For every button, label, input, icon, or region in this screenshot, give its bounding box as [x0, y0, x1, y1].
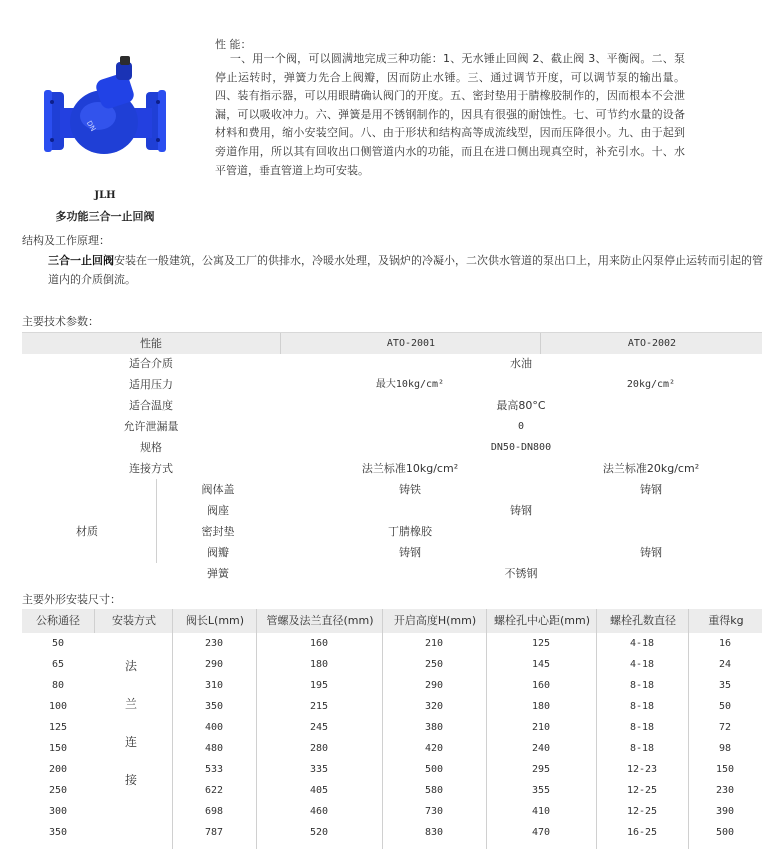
install-char: 法: [125, 659, 138, 673]
table-row: [22, 822, 762, 843]
dims-cell-flange: 180: [309, 659, 329, 670]
install-char: 连: [125, 735, 138, 749]
dims-cell-weight: 24: [718, 659, 732, 670]
dims-header-weight: 重得kg: [688, 609, 763, 633]
table-row: [22, 780, 762, 801]
dims-cell-bolt-center: 160: [531, 680, 551, 691]
dims-cell-bolt-center: 295: [531, 764, 551, 775]
dims-cell-nominal: 50: [51, 638, 65, 649]
dims-cell-nominal: 100: [48, 701, 68, 712]
table-row: [22, 759, 762, 780]
dims-cell-bolt-count: 16-25: [626, 827, 658, 838]
structure-text: 安装在一般建筑，公寓及工厂的供排水，冷暖水处理，及锅炉的冷凝小，二次供水管道的泵出口上，用来防止闪泵停止运转而引起的管道内的介质倒流。: [48, 254, 763, 286]
table-row: [22, 738, 762, 759]
dims-cell-length: 290: [204, 659, 224, 670]
dims-cell-height: 500: [424, 764, 444, 775]
dims-header-bolt-center: 螺栓孔中心距(mm): [486, 609, 597, 633]
dims-cell-weight: 230: [715, 785, 735, 796]
dims-cell-flange: 335: [309, 764, 329, 775]
svg-text:DN: DN: [84, 119, 98, 133]
dims-cell-bolt-count: 12-25: [626, 785, 658, 796]
spec-value: 0: [517, 421, 525, 432]
dims-cell-nominal: 125: [48, 722, 68, 733]
spec-row-leakage: [22, 416, 762, 437]
structure-bold-term: 三合一止回阀: [48, 254, 114, 267]
dims-cell-flange: 245: [309, 722, 329, 733]
table-row: [22, 633, 762, 654]
spec-row-seat: [22, 500, 762, 521]
spec-value: DN50-DN800: [490, 442, 552, 453]
dims-cell-bolt-center: 180: [531, 701, 551, 712]
dims-header-row: [22, 609, 762, 633]
dims-header-bolt-count: 螺栓孔数直径: [596, 609, 689, 633]
spec-header-model-b: ATO-2002: [540, 333, 763, 354]
dims-cell-length: 350: [204, 701, 224, 712]
dims-cell-flange: 280: [309, 743, 329, 754]
dims-table: [22, 609, 762, 849]
performance-text: 一、用一个阀，可以圆满地完成三种功能：1、无水锤止回阀 2、截止阀 3、平衡阀。二、泵停止运转时，弹簧力先合上阀瓣，因而防止水锤。三、通过调节开度，可以调节泵的输出量。四、装有指示器，可以用眼睛确认阀门的开度。五、密封垫用于腈橡胶制作的，因而根本不会泄漏，可以吸收冲力。六、弹簧是用不锈钢制作的，因具有很强的耐蚀性。七、可节约水量的设备材料和费用，缩小安装空间。八、由于形状和结构高等成流线型，因而压降很小。九、由于起到旁道作用，所以其有回收出口侧管道内水的功能，而且在进口侧出现真空时，补充引水。十、水平管道，垂直管道上均可安装。: [215, 52, 685, 177]
spec-label: 适用压力: [129, 378, 173, 391]
install-char: 接: [125, 773, 138, 787]
spec-label: 适合介质: [129, 357, 173, 370]
spec-label: 规格: [140, 441, 162, 454]
spec-value-a: 最大10kg/cm²: [375, 379, 445, 390]
dims-cell-bolt-center: 145: [531, 659, 551, 670]
spec-value-a: 铸铁: [399, 483, 421, 496]
dims-header-length: 阀长L(mm): [172, 609, 257, 633]
spec-value-b: 法兰标准20kg/cm²: [602, 462, 700, 475]
dims-cell-weight: 500: [715, 827, 735, 838]
spec-sublabel: 密封垫: [201, 525, 235, 538]
structure-heading: 结构及工作原理：: [22, 234, 110, 247]
dims-cell-length: 400: [204, 722, 224, 733]
spec-row-connection: [22, 458, 762, 479]
dims-cell-nominal: 200: [48, 764, 68, 775]
dims-cell-weight: 72: [718, 722, 732, 733]
spec-value: 水油: [510, 357, 532, 370]
product-code: JLH: [94, 190, 116, 201]
spec-header-property: 性能: [140, 337, 162, 350]
product-name: 多功能三合一止回阀: [55, 210, 155, 223]
spec-heading: 主要技术参数：: [22, 315, 99, 328]
spec-value-a: 法兰标准10kg/cm²: [361, 462, 459, 475]
product-image: [40, 52, 170, 170]
dims-cell-bolt-count: 8-18: [629, 701, 655, 712]
dims-heading: 主要外形安装尺寸：: [22, 593, 121, 606]
spec-sublabel: 阀体盖: [201, 483, 235, 496]
spec-value-b: 铸钢: [640, 546, 662, 559]
dims-cell-bolt-count: 4-18: [629, 638, 655, 649]
spec-material-label: 材质: [76, 525, 98, 538]
spec-label: 连接方式: [129, 462, 173, 475]
table-row: [22, 654, 762, 675]
dims-cell-length: 622: [204, 785, 224, 796]
dims-cell-weight: 16: [718, 638, 732, 649]
dims-cell-height: 830: [424, 827, 444, 838]
spec-header-model-a: ATO-2001: [280, 333, 541, 354]
spec-header-row: [22, 332, 762, 354]
spec-row-spring: [22, 563, 762, 584]
install-char: 兰: [125, 697, 138, 711]
dims-cell-flange: 160: [309, 638, 329, 649]
dims-cell-height: 250: [424, 659, 444, 670]
dims-cell-bolt-center: 240: [531, 743, 551, 754]
dims-cell-bolt-center: 410: [531, 806, 551, 817]
dims-cell-bolt-count: 8-18: [629, 722, 655, 733]
dims-cell-nominal: 80: [51, 680, 65, 691]
dims-cell-nominal: 300: [48, 806, 68, 817]
dims-cell-height: 420: [424, 743, 444, 754]
dims-cell-flange: 520: [309, 827, 329, 838]
dims-cell-bolt-center: 355: [531, 785, 551, 796]
table-row: [22, 675, 762, 696]
spec-row-bonnet: [22, 479, 762, 500]
dims-cell-bolt-count: 8-18: [629, 680, 655, 691]
dims-cell-flange: 460: [309, 806, 329, 817]
dims-cell-weight: 98: [718, 743, 732, 754]
dims-cell-flange: 195: [309, 680, 329, 691]
spec-value: 丁腈橡胶: [388, 525, 432, 538]
dims-cell-height: 380: [424, 722, 444, 733]
dims-cell-length: 787: [204, 827, 224, 838]
spec-value: 不锈钢: [504, 567, 538, 580]
dims-header-nominal: 公称通径: [36, 614, 80, 627]
structure-body: [48, 251, 764, 289]
dims-cell-length: 230: [204, 638, 224, 649]
spec-table: [22, 332, 762, 584]
dims-cell-nominal: 65: [51, 659, 65, 670]
spec-value: 最高80°C: [496, 399, 546, 412]
dims-cell-nominal: 250: [48, 785, 68, 796]
dims-cell-bolt-count: 12-23: [626, 764, 658, 775]
dims-cell-bolt-center: 470: [531, 827, 551, 838]
dims-cell-nominal: 350: [48, 827, 68, 838]
spec-row-pressure: [22, 374, 762, 395]
performance-body: [215, 50, 685, 180]
spec-row-disc: [22, 542, 762, 563]
spec-value: 铸钢: [510, 504, 532, 517]
spec-value-a: 铸钢: [399, 546, 421, 559]
dims-cell-flange: 405: [309, 785, 329, 796]
dims-cell-length: 533: [204, 764, 224, 775]
spec-sublabel: 阀瓣: [207, 546, 229, 559]
performance-heading: 性 能：: [215, 38, 252, 51]
spec-row-medium: [22, 353, 762, 374]
dims-cell-weight: 390: [715, 806, 735, 817]
dims-cell-length: 310: [204, 680, 224, 691]
spec-value-b: 铸钢: [640, 483, 662, 496]
dims-header-height: 开启高度H(mm): [382, 609, 487, 633]
spec-value-b: 20kg/cm²: [626, 379, 676, 390]
spec-row-gasket: [22, 521, 762, 542]
dims-cell-weight: 150: [715, 764, 735, 775]
dims-cell-bolt-count: 4-18: [629, 659, 655, 670]
dims-cell-nominal: 150: [48, 743, 68, 754]
spec-row-size: [22, 437, 762, 458]
dims-cell-bolt-center: 210: [531, 722, 551, 733]
spec-label: 适合温度: [129, 399, 173, 412]
dims-cell-height: 320: [424, 701, 444, 712]
spec-sublabel: 阀座: [207, 504, 229, 517]
dims-cell-length: 698: [204, 806, 224, 817]
dims-cell-height: 730: [424, 806, 444, 817]
dims-cell-length: 480: [204, 743, 224, 754]
spec-sublabel: 弹簧: [207, 567, 229, 580]
dims-cell-weight: 35: [718, 680, 732, 691]
spec-label: 允许泄漏量: [123, 420, 179, 433]
dims-cell-flange: 215: [309, 701, 329, 712]
dims-cell-weight: 50: [718, 701, 732, 712]
table-row: [22, 696, 762, 717]
dims-cell-bolt-center: 125: [531, 638, 551, 649]
dims-header-install: 安装方式: [94, 609, 173, 633]
dims-cell-bolt-count: 12-25: [626, 806, 658, 817]
spec-row-temperature: [22, 395, 762, 416]
dims-cell-height: 210: [424, 638, 444, 649]
table-row: [22, 717, 762, 738]
dims-header-flange: 管螺及法兰直径(mm): [256, 609, 383, 633]
dims-cell-bolt-count: 8-18: [629, 743, 655, 754]
dims-cell-height: 580: [424, 785, 444, 796]
dims-cell-height: 290: [424, 680, 444, 691]
table-row: [22, 801, 762, 822]
